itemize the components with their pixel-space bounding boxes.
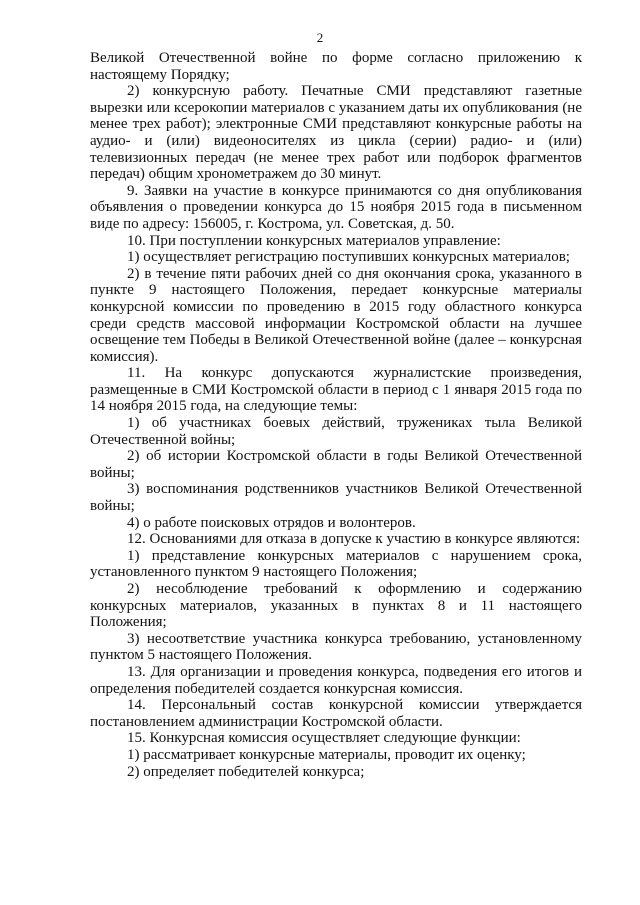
paragraph: 11. На конкурс допускаются журналистские произведения, размещенные в СМИ Костромской области в период с 1 января 2015 года по 14 ноября 2015 года, на следующие темы: xyxy=(90,365,582,415)
paragraph: 15. Конкурсная комиссия осуществляет следующие функции: xyxy=(127,730,521,747)
paragraph: 2) определяет победителей конкурса; xyxy=(127,763,365,780)
paragraph: 2) конкурсную работу. Печатные СМИ представляют газетные вырезки или ксерокопии материалов с указанием даты их опубликования (не менее трех работ); электронные СМИ представляют конкурсные работы на аудио- и (или) видеоносителях из цикла (серии) радио- и (или) телевизионных передач (не менее трех работ или подборок фрагментов передач) общим хронометражем до 30 минут. xyxy=(90,83,582,183)
paragraph: 3) несоответствие участника конкурса требованию, установленному пунктом 5 настоящего Положения. xyxy=(90,630,582,664)
paragraph: 1) об участниках боевых действий, тружениках тыла Великой Отечественной войны; xyxy=(90,415,582,448)
document-body xyxy=(90,50,582,780)
paragraph: 2) в течение пяти рабочих дней со дня окончания срока, указанного в пункте 9 настоящего Положения, передает конкурсные материалы конкурсной комиссии по проведению в 2015 году областного конкурса среди средств массовой информации Костромской области на лучшее освещение тем Победы в Великой Отечественной войне (далее – конкурсная комиссия). xyxy=(90,265,582,365)
paragraph: 1) представление конкурсных материалов с нарушением срока, установленного пунктом 9 настоящего Положения; xyxy=(90,547,582,581)
paragraph: 9. Заявки на участие в конкурсе принимаются со дня опубликования объявления о проведении конкурса до 15 ноября 2015 года в письменном виде по адресу: 156005, г. Кострома, ул. Советская, д. 50. xyxy=(90,182,582,232)
paragraph: 1) осуществляет регистрацию поступивших конкурсных материалов; xyxy=(127,249,570,266)
paragraph: 10. При поступлении конкурсных материалов управление: xyxy=(127,232,501,249)
paragraph: 3) воспоминания родственников участников Великой Отечественной войны; xyxy=(90,481,582,515)
paragraph: 14. Персональный состав конкурсной комиссии утверждается постановлением администрации Костромской области. xyxy=(90,697,582,730)
page-number: 2 xyxy=(316,30,324,45)
paragraph: 13. Для организации и проведения конкурса, подведения его итогов и определения победителей создается конкурсная комиссия. xyxy=(90,663,582,697)
paragraph: 12. Основаниями для отказа в допуске к участию в конкурсе являются: xyxy=(127,531,581,548)
paragraph: 2) несоблюдение требований к оформлению и содержанию конкурсных материалов, указанных в пунктах 8 и 11 настоящего Положения; xyxy=(90,581,582,631)
paragraph: 2) об истории Костромской области в годы Великой Отечественной войны; xyxy=(90,448,582,481)
paragraph: Великой Отечественной войне по форме согласно приложению к настоящему Порядку; xyxy=(90,50,582,83)
paragraph: 4) о работе поисковых отрядов и волонтеров. xyxy=(127,514,416,531)
paragraph: 1) рассматривает конкурсные материалы, проводит их оценку; xyxy=(127,746,526,763)
